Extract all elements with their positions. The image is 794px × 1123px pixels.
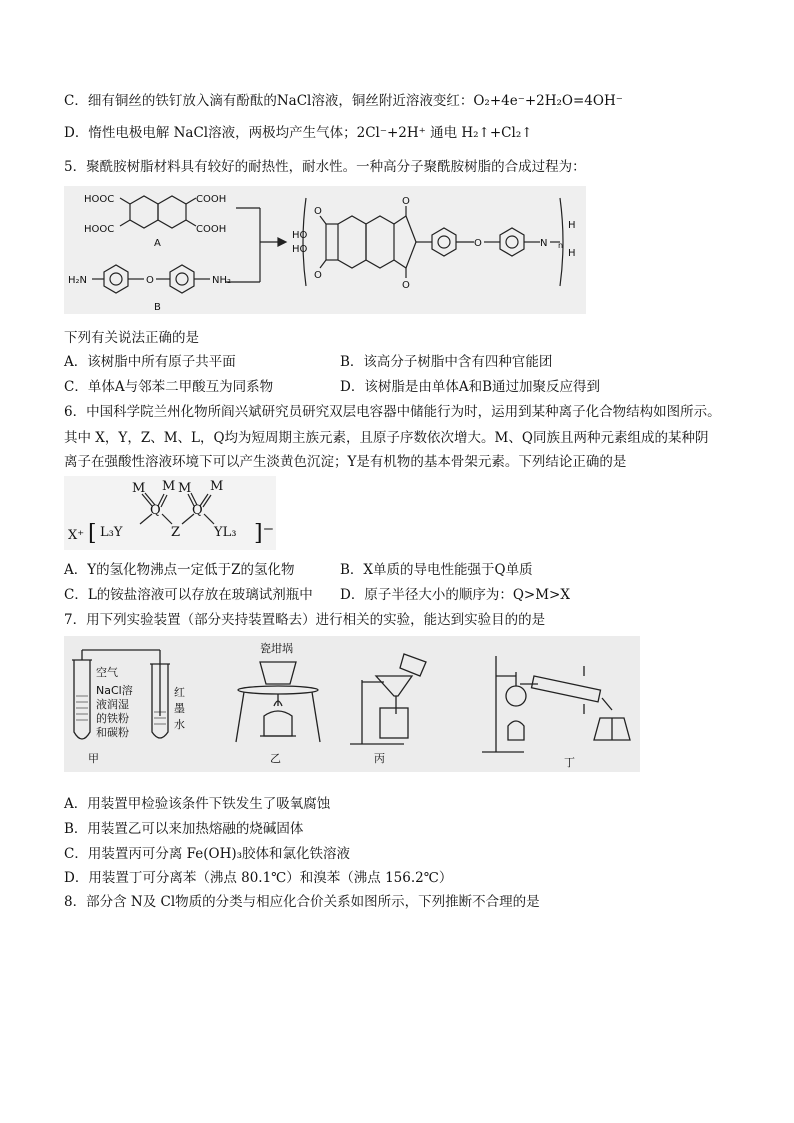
label-ho-1: HO	[292, 230, 308, 241]
label-monomer-b: B	[154, 302, 161, 313]
label-ding: 丁	[564, 756, 575, 769]
label-red-2: 墨	[174, 702, 185, 715]
bracket-right: ]⁻	[254, 521, 275, 546]
label-hooc-top: HOOC	[84, 194, 115, 205]
q6-option-d: D．原子半径大小的顺序为：Q>M>X	[340, 587, 570, 603]
label-cooh-bottom: COOH	[196, 224, 227, 235]
label-yi: 乙	[270, 752, 281, 765]
label-nacl-3: 的铁粉	[96, 712, 129, 725]
q5-reaction-figure	[64, 186, 586, 314]
label-h-bottom: H	[568, 248, 576, 259]
label-crucible: 瓷坩埚	[260, 642, 293, 655]
atom-q-left: Q	[150, 503, 161, 518]
q6-stem-line3: 离子在强酸性溶液环境下可以产生淡黄色沉淀；Y是有机物的基本骨架元素。下列结论正确的是	[64, 454, 627, 470]
atom-q-right: Q	[192, 503, 203, 518]
label-red-1: 红	[174, 686, 185, 699]
label-cooh-top: COOH	[196, 194, 227, 205]
label-h2n: H₂N	[68, 275, 88, 286]
group-l3y: L₃Y	[100, 525, 123, 540]
q5-option-c: C．单体A与邻苯二甲酸互为同系物	[64, 379, 274, 395]
q6-option-a: A．Y的氢化物沸点一定低于Z的氢化物	[64, 562, 295, 578]
q7-option-d: D．用装置丁可分离苯（沸点 80.1℃）和溴苯（沸点 156.2℃）	[64, 870, 453, 886]
label-nacl-2: 液润湿	[96, 698, 129, 711]
q7-option-a: A．用装置甲检验该条件下铁发生了吸氧腐蚀	[64, 796, 331, 812]
q4-option-c: C．细有铜丝的铁钉放入滴有酚酞的NaCl溶液，铜丝附近溶液变红：O₂+4e⁻+2H₂O=4OH⁻	[64, 93, 623, 109]
label-ether-o: O	[146, 275, 154, 286]
label-h-top: H	[568, 220, 576, 231]
label-red-3: 水	[174, 718, 185, 731]
label-jia: 甲	[88, 752, 99, 765]
q6-option-c: C．L的铵盐溶液可以存放在玻璃试剂瓶中	[64, 587, 313, 603]
label-n-subscript: n	[558, 241, 564, 250]
label-carbonyl-o1: O	[402, 196, 410, 207]
cation-x: X⁺	[68, 528, 85, 543]
q6-option-b: B．X单质的导电性能强于Q单质	[340, 562, 533, 578]
q5-stem: 5．聚酰胺树脂材料具有较好的耐热性，耐水性。一种高分子聚酰胺树脂的合成过程为：	[64, 159, 586, 175]
label-carbonyl-o4: O	[314, 270, 322, 281]
atom-m-3: M	[178, 481, 192, 496]
q7-option-b: B．用装置乙可以来加热熔融的烧碱固体	[64, 821, 304, 837]
q5-option-b: B．该高分子树脂中含有四种官能团	[340, 354, 553, 370]
q5-option-d: D．该树脂是由单体A和B通过加聚反应得到	[340, 379, 600, 395]
q4-option-d: D．惰性电极电解 NaCl溶液，两极均产生气体；2Cl⁻+2H⁺ 通电 H₂↑+Cl₂↑	[64, 125, 533, 141]
label-air: 空气	[96, 666, 118, 679]
q5-option-a: A．该树脂中所有原子共平面	[64, 354, 236, 370]
q8-stem: 8．部分含 N及 Cl物质的分类与相应化合价关系如图所示，下列推断不合理的是	[64, 894, 540, 910]
q7-apparatus-figure	[64, 636, 640, 772]
label-carbonyl-o3: O	[314, 206, 322, 217]
label-nacl-1: NaCl溶	[96, 684, 133, 697]
label-polymer-o: O	[474, 238, 482, 249]
label-nacl-4: 和碳粉	[96, 726, 129, 739]
atom-z: Z	[171, 525, 181, 540]
q7-stem: 7．用下列实验装置（部分夹持装置略去）进行相关的实验，能达到实验目的的是	[64, 612, 546, 628]
atom-m-2: M	[162, 479, 176, 494]
label-carbonyl-o2: O	[402, 280, 410, 291]
group-yl3: YL₃	[214, 525, 237, 540]
bracket-left: [	[88, 521, 97, 546]
label-polymer-n: N	[540, 238, 548, 249]
label-monomer-a: A	[154, 238, 161, 249]
label-ho-2: HO	[292, 244, 308, 255]
q7-option-c: C．用装置丙可分离 Fe(OH)₃胶体和氯化铁溶液	[64, 846, 351, 862]
q6-ion-structure-figure	[64, 476, 276, 550]
q6-stem-line1: 6．中国科学院兰州化物所阎兴斌研究员研究双层电容器中储能行为时，运用到某种离子化合物结构如图所示。	[64, 404, 721, 420]
atom-m-1: M	[132, 481, 146, 496]
q5-prompt: 下列有关说法正确的是	[64, 330, 199, 346]
atom-m-4: M	[210, 479, 224, 494]
q6-stem-line2: 其中 X，Y，Z、M、L，Q均为短周期主族元素，且原子序数依次增大。M、Q同族且两种元素组成的某种阴	[64, 430, 709, 446]
label-hooc-bottom: HOOC	[84, 224, 115, 235]
label-nh2: NH₂	[212, 275, 232, 286]
label-bing: 丙	[374, 752, 385, 765]
